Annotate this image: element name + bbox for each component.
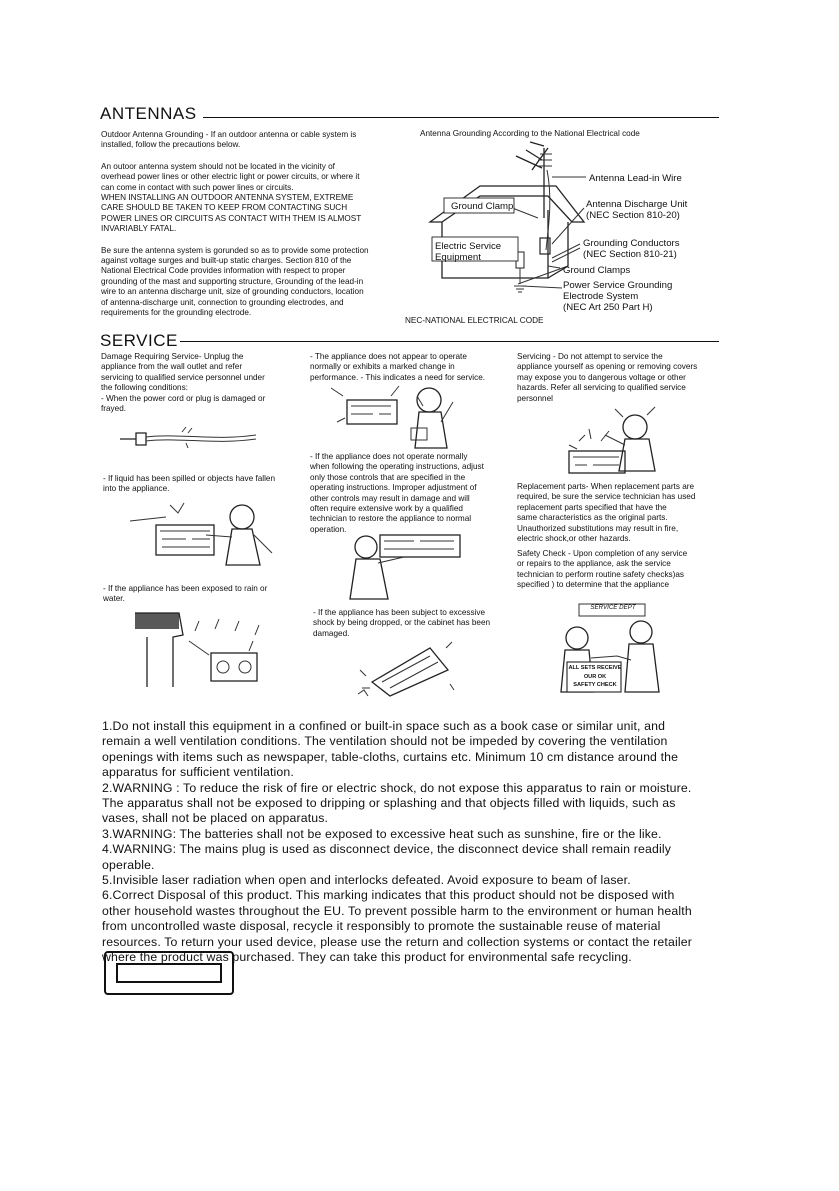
service-damage-text	[101, 352, 301, 414]
service-servicing-text	[517, 352, 717, 404]
nec-footer: NEC-NATIONAL ELECTRICAL CODE	[405, 316, 544, 325]
grounding-diagram-title: Antenna Grounding According to the National Electrical code	[420, 129, 640, 138]
frayed-cord-illustration	[116, 423, 258, 449]
note-ventilation: 1.Do not install this equipment in a confined or built-in space such as a book case or similar unit, and remain a well ventilation conditions. The ventilation should not be impeded by covering the ventilation openings with items such as newspaper, table-cloths, curtains etc. Minimum 10 cm distance around the apparatus for sufficient ventilation.	[102, 719, 679, 780]
service-rain-text	[103, 584, 303, 605]
servicing-paragraph: Servicing - Do not attempt to service the appliance yourself as opening or removing covers may expose you to dangerous voltage or other hazards. Refer all servicing to qualified service personnel	[517, 352, 698, 403]
service-heading: SERVICE	[100, 331, 178, 350]
laser-label-inner-box	[116, 963, 222, 983]
grounding-conductors-label: Grounding Conductors (NEC Section 810-21)	[583, 238, 680, 260]
lead-in-wire-label: Antenna Lead-in Wire	[589, 173, 682, 184]
antennas-grounding: Be sure the antenna system is gorunded so as to provide some protection against voltage surges and built-up static charges. Section 810 of the National Electrical Code provides information with respect to proper grounding of the mast and supporting structure, Grounding of the lead-in wire to an antenna discharge unit, size of grounding conductors, location of antenna-discharge unit, connection to grounding electrodes, and requirements for the grounding electrode.	[101, 245, 369, 318]
shock-hazard-illustration	[565, 405, 660, 477]
rain-exposure-illustration	[129, 611, 274, 691]
safety-check-sign: ALL SETS RECEIVE OUR OK SAFETY CHECK	[568, 665, 622, 689]
antennas-intro: Outdoor Antenna Grounding - If an outdoor antenna or cable system is installed, follow the precautions below.	[101, 130, 357, 150]
ground-clamps-label: Ground Clamps	[563, 265, 631, 276]
discharge-unit-label: Antenna Discharge Unit (NEC Section 810-20)	[586, 199, 688, 221]
liquid-spill-illustration	[126, 495, 276, 575]
service-instructions-text	[310, 452, 515, 535]
liquid-paragraph: - If liquid has been spilled or objects have fallen into the appliance.	[103, 474, 276, 494]
replacement-paragraph: Replacement parts- When replacement parts are required, be sure the service technician has used replacement parts specified that have the same characteristics as the original parts. Unauthorized substitutions may result in fire, electric shock,or other hazards.	[517, 482, 696, 544]
adjust-controls-illustration	[344, 527, 469, 602]
note-battery-warning: 3.WARNING: The batteries shall not be exposed to excessive heat such as sunshine, fire or the like.	[102, 826, 662, 841]
note-disposal: 6.Correct Disposal of this product. This marking indicates that this product should not be disposed with other household wastes throughout the EU. To prevent possible harm to the environment or human health from uncontrolled waste disposal, recycle it responsibly to promote the sustainable reuse of material resources. To return your used device, please use the return and collection systems or contact the retailer where the product was purchased. They can take this product for environmental safe recycling.	[102, 888, 692, 965]
laser-product-label	[104, 951, 234, 995]
antennas-heading: ANTENNAS	[100, 104, 197, 123]
dropped-paragraph: - If the appliance has been subject to excessive shock by being dropped, or the cabinet has been damaged.	[313, 608, 491, 638]
electric-service-label: Electric Service Equipment	[435, 241, 502, 263]
warning-notes	[102, 719, 742, 966]
antennas-warning: An outoor antenna system should not be located in the vicinity of overhead power lines or other electric light or power circuits, or where it can come in contact with such power lines or circuits. WHEN INSTALLING AN OUTDOOR ANTENNA SYSTEM, EXTREME CARE SHOULD BE TAKEN TO KEEP FROM CONTACTING SUCH POWER LINES OR CIRCUITS AS CONTACT WITH THEM IS ALMOST INVARIABLY FATAL.	[101, 161, 362, 234]
note-rain-warning: 2.WARNING : To reduce the risk of fire or electric shock, do not expose this apparatus to rain or moisture. The apparatus shall not be exposed to dripping or splashing and that objects filled with liquids, such as vases, shall not be placed on apparatus.	[102, 780, 692, 826]
note-mains-plug-warning: 4.WARNING: The mains plug is used as disconnect device, the disconnect device shall remain readily operable.	[102, 842, 672, 872]
rain-paragraph: - If the appliance has been exposed to rain or water.	[103, 584, 268, 604]
antennas-text	[101, 130, 401, 319]
service-heading-rule	[180, 341, 719, 342]
bad-performance-illustration	[329, 382, 459, 452]
ground-clamp-label: Ground Clamp	[451, 201, 514, 212]
note-laser-warning: 5.Invisible laser radiation when open and interlocks defeated. Avoid exposure to beam of laser.	[102, 873, 631, 888]
safety-paragraph: Safety Check - Upon completion of any service or repairs to the appliance, ask the service technician to perform routine safety checks)as specified ) to determine that the appliance	[517, 549, 688, 590]
antennas-heading-rule	[203, 117, 719, 118]
dropped-appliance-illustration	[356, 640, 456, 698]
service-not-operate-text	[310, 352, 515, 383]
instructions-paragraph: - If the appliance does not operate normally when following the operating instructions, adjust only those controls that are specified in the operating instructions. Improper adjustment of other controls may result in damage and will often require extensive work by a qualified technician to restore the appliance to normal operation.	[310, 452, 484, 534]
damage-paragraph: Damage Requiring Service- Unplug the appliance from the wall outlet and refer servicing to qualified service personnel under the following conditions: - When the power cord or plug is damaged or frayed.	[101, 352, 266, 414]
not-operate-paragraph: - The appliance does not appear to operate normally or exhibits a marked change in performance. - This indicates a need for service.	[310, 352, 486, 382]
service-replacement-text	[517, 482, 717, 544]
service-dept-sign: SERVICE DEPT	[590, 604, 636, 611]
service-dropped-text	[313, 608, 513, 639]
service-safety-text	[517, 549, 717, 591]
power-service-label: Power Service Grounding Electrode System (NEC Art 250 Part H)	[563, 280, 673, 313]
service-liquid-text	[103, 474, 308, 495]
